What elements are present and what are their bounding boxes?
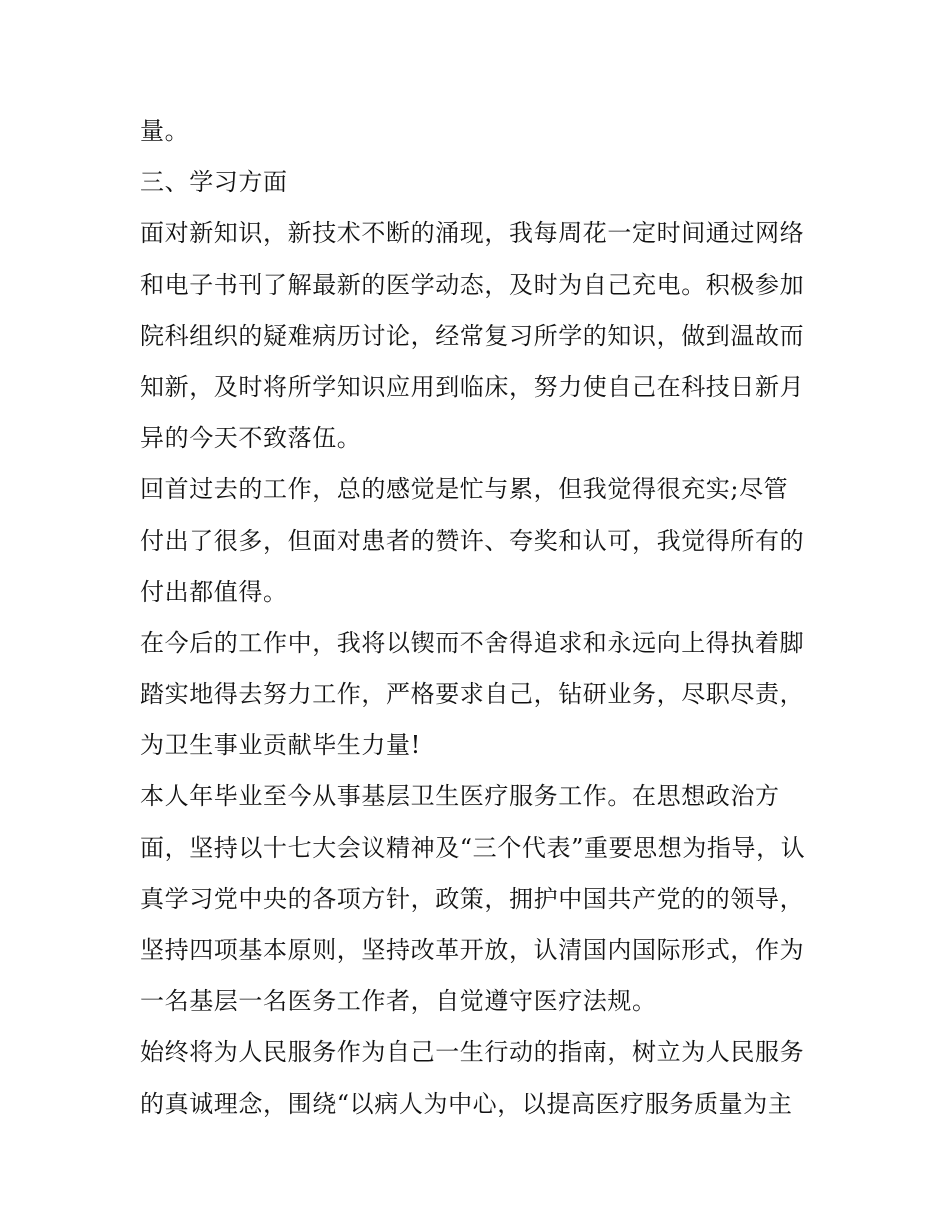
text-line: 踏实地得去努力工作，严格要求自己，钻研业务，尽职尽责，: [140, 680, 805, 709]
text-line: 坚持四项基本原则，坚持改革开放，认清国内国际形式，作为: [140, 936, 805, 964]
text-line: 知新，及时将所学知识应用到临床，努力使自己在科技日新月: [140, 372, 805, 401]
text-line: 为卫生事业贡献毕生力量!: [140, 731, 421, 760]
text-line: 院科组织的疑难病历讨论，经常复习所学的知识，做到温故而: [140, 321, 805, 350]
text-line: 付出了很多，但面对患者的赞许、夸奖和认可，我觉得所有的: [140, 526, 805, 555]
text-line: 在今后的工作中，我将以锲而不舍得追求和永远向上得执着脚: [140, 628, 805, 657]
text-line: 和电子书刊了解最新的医学动态，及时为自己充电。积极参加: [140, 270, 805, 299]
text-line: 面，坚持以十七大会议精神及“三个代表”重要思想为指导，认: [140, 833, 806, 862]
text-line: 异的今天不致落伍。: [140, 424, 362, 453]
text-line: 始终将为人民服务作为自己一生行动的指南，树立为人民服务: [140, 1038, 805, 1067]
text-line: 付出都值得。: [140, 577, 288, 606]
text-line: 真学习党中央的各项方针，政策，拥护中国共产党的的领导，: [140, 884, 805, 913]
text-line: 量。: [140, 117, 190, 145]
document-body: [140, 106, 830, 1130]
text-line: 面对新知识，新技术不断的涌现，我每周花一定时间通过网络: [140, 219, 805, 248]
section-heading: 三、学习方面: [140, 168, 288, 197]
text-line: 的真诚理念，围绕“以病人为中心，以提高医疗服务质量为主: [140, 1089, 793, 1118]
text-line: 一名基层一名医务工作者，自觉遵守医疗法规。: [140, 987, 657, 1016]
text-line: 本人年毕业至今从事基层卫生医疗服务工作。在思想政治方: [140, 782, 780, 811]
text-line: 回首过去的工作，总的感觉是忙与累，但我觉得很充实;尽管: [140, 475, 789, 504]
